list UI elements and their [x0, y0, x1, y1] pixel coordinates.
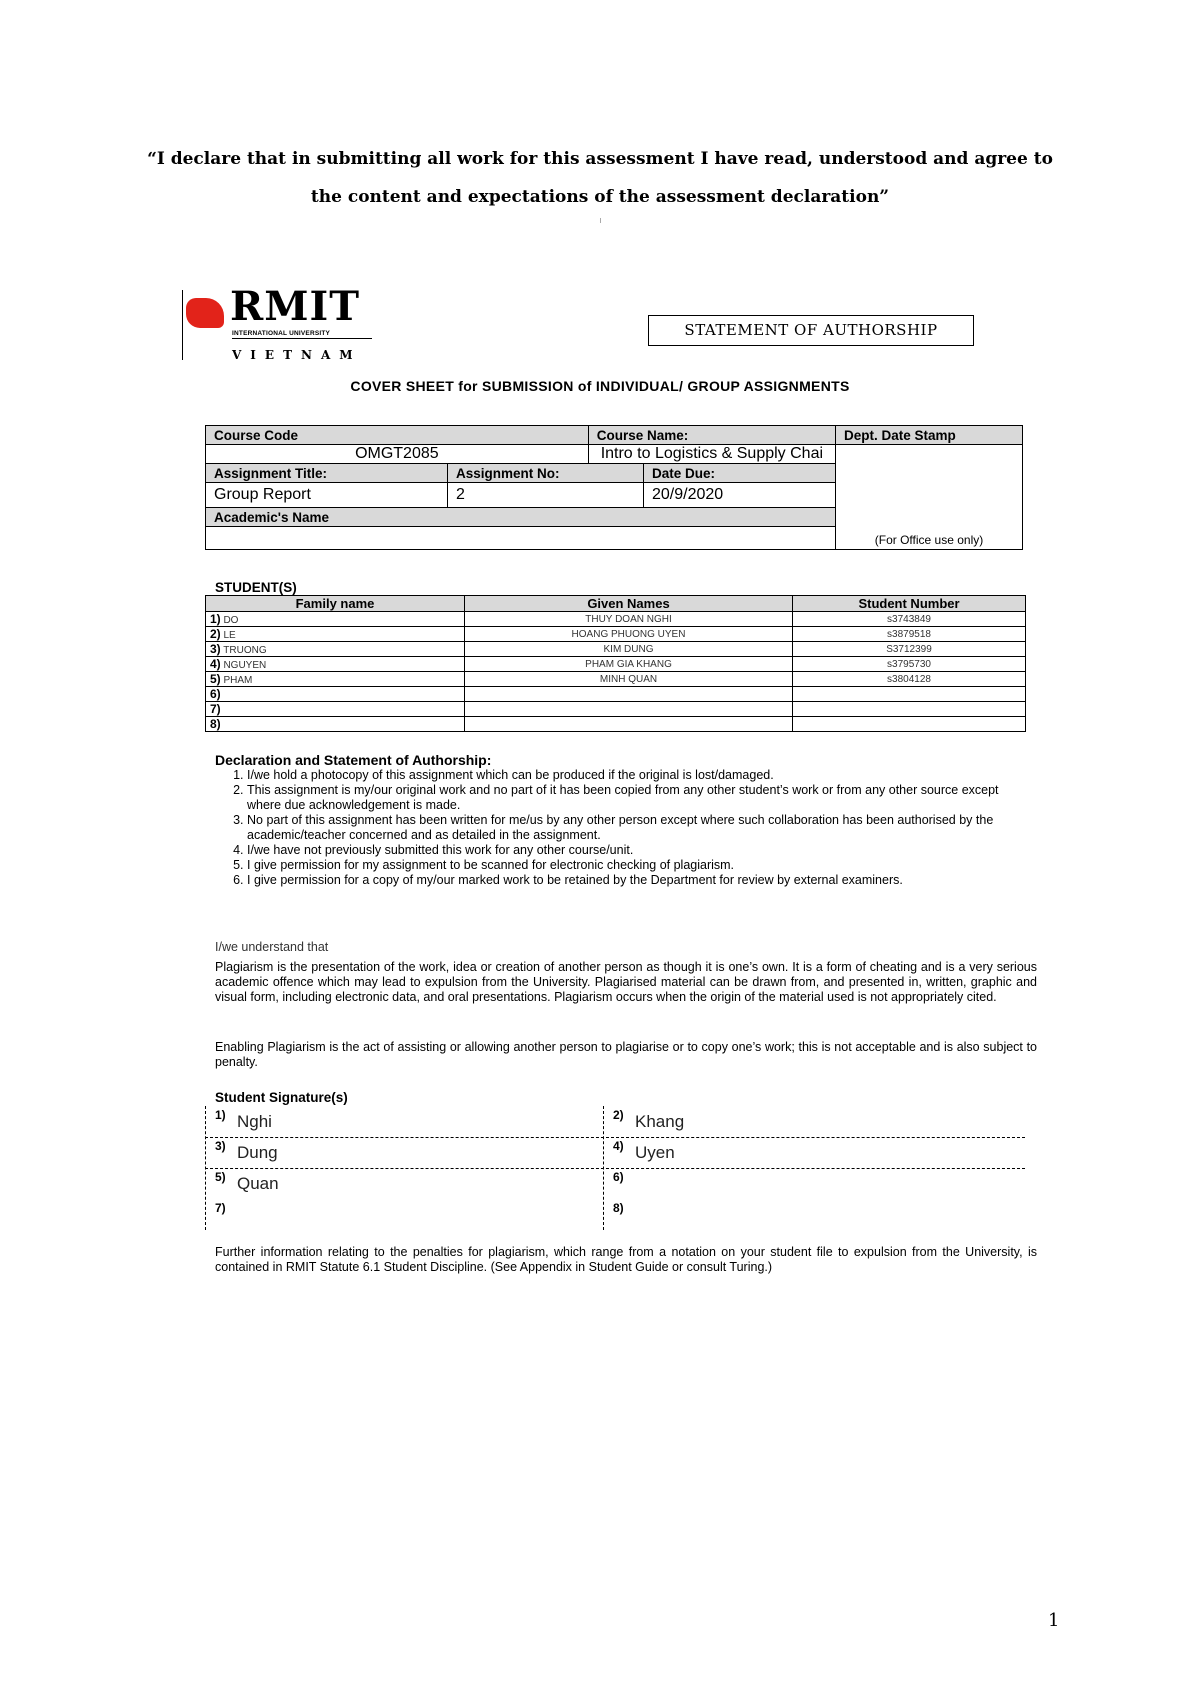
student-number	[793, 717, 1026, 732]
declaration-item: 3. No part of this assignment has been written for me/us by any other person except where such collaboration has been authorised by the academic/teacher concerned and as detailed in the assignment.	[247, 813, 1015, 843]
signature-slot	[603, 1199, 1008, 1230]
signature-name: Quan	[237, 1174, 279, 1193]
student-number: s3743849	[793, 612, 1026, 627]
declaration-title: Declaration and Statement of Authorship:	[215, 752, 492, 768]
assignment-title-label: Assignment Title:	[206, 464, 448, 483]
page-number: 1	[1048, 1610, 1060, 1631]
declaration-item: 1. I/we hold a photocopy of this assignment which can be produced if the original is lost/damaged.	[247, 768, 1015, 783]
declaration-item: 4. I/we have not previously submitted this work for any other course/unit.	[247, 843, 1015, 858]
given-names: HOANG PHUONG UYEN	[465, 627, 793, 642]
signature-slot	[603, 1168, 1008, 1199]
declaration-list	[215, 768, 1015, 888]
signature-number: 2)	[613, 1108, 624, 1122]
course-info-table	[205, 425, 1023, 550]
further-information-paragraph: Further information relating to the penalties for plagiarism, which range from a notation on your student file to expulsion from the University, is contained in RMIT Statute 6.1 Student Discipline. (See Appendix in Student Guide or consult Turing.)	[215, 1245, 1037, 1274]
understand-heading: I/we understand that	[215, 940, 329, 954]
signature-name: Khang	[635, 1112, 685, 1131]
logo-border	[182, 290, 183, 360]
declaration-quote	[140, 140, 1060, 216]
row-number: 4)	[210, 657, 221, 671]
students-title: STUDENT(S)	[215, 580, 297, 595]
family-name: LE	[223, 630, 236, 641]
students-table	[205, 595, 1026, 732]
declaration-item: 2. This assignment is my/our original work and no part of it has been copied from any other student’s work or from any other source except where due acknowledgement is made.	[247, 783, 1015, 813]
academic-name-value	[206, 527, 836, 550]
col-family-name: Family name	[206, 596, 465, 612]
table-row	[206, 687, 1026, 702]
statement-of-authorship-label: STATEMENT OF AUTHORSHIP	[648, 315, 974, 346]
col-student-number: Student Number	[793, 596, 1026, 612]
quote-line-2: the content and expectations of the assessment declaration”	[310, 187, 890, 207]
course-code-label: Course Code	[206, 426, 589, 445]
signature-name: Uyen	[635, 1143, 675, 1162]
given-names: THUY DOAN NGHI	[465, 612, 793, 627]
table-row	[206, 612, 1026, 627]
signature-slot	[603, 1137, 1008, 1168]
logo-country: VIETNAM	[232, 348, 362, 362]
signature-slot	[205, 1168, 610, 1199]
signature-slot	[603, 1106, 1008, 1137]
student-number	[793, 687, 1026, 702]
quote-line-1: “I declare that in submitting all work for this assessment I have read, understood and agree to	[147, 149, 1053, 169]
table-row	[206, 642, 1026, 657]
family-name: PHAM	[223, 675, 253, 686]
signatures-grid	[205, 1106, 1025, 1230]
cover-sheet-title: COVER SHEET for SUBMISSION of INDIVIDUAL/ GROUP ASSIGNMENTS	[350, 378, 850, 394]
assignment-no-value: 2	[448, 483, 644, 508]
date-due-label: Date Due:	[644, 464, 836, 483]
signature-name: Dung	[237, 1143, 278, 1162]
declaration-item: 6. I give permission for a copy of my/our marked work to be retained by the Department for review by external examiners.	[247, 873, 1015, 888]
signature-slot	[205, 1199, 610, 1230]
row-number: 8)	[210, 717, 221, 731]
signature-number: 1)	[215, 1108, 226, 1122]
rmit-logo-mark-icon	[186, 298, 224, 328]
student-number: s3804128	[793, 672, 1026, 687]
row-number: 6)	[210, 687, 221, 701]
enabling-plagiarism-paragraph: Enabling Plagiarism is the act of assisting or allowing another person to plagiarise or to copy one’s work; this is not acceptable and is also subject to penalty.	[215, 1040, 1037, 1069]
signature-number: 4)	[613, 1139, 624, 1153]
student-number: s3879518	[793, 627, 1026, 642]
logo-rule	[232, 338, 372, 339]
signature-number: 5)	[215, 1170, 226, 1184]
family-name: NGUYEN	[223, 660, 267, 671]
table-row	[206, 717, 1026, 732]
given-names	[465, 702, 793, 717]
student-number: s3795730	[793, 657, 1026, 672]
given-names: MINH QUAN	[465, 672, 793, 687]
signature-number: 6)	[613, 1170, 624, 1184]
row-number: 3)	[210, 642, 221, 656]
assignment-no-label: Assignment No:	[448, 464, 644, 483]
family-name: TRUONG	[223, 645, 267, 656]
signature-number: 8)	[613, 1201, 624, 1215]
given-names: PHAM GIA KHANG	[465, 657, 793, 672]
dept-date-stamp-label: Dept. Date Stamp	[836, 426, 1023, 445]
signature-number: 3)	[215, 1139, 226, 1153]
family-name: DO	[223, 615, 239, 626]
logo-wordmark: RMIT	[230, 283, 360, 330]
signature-number: 7)	[215, 1201, 226, 1215]
given-names	[465, 687, 793, 702]
course-name-value: Intro to Logistics & Supply Chai	[588, 445, 835, 464]
logo-subtitle: INTERNATIONAL UNIVERSITY	[232, 330, 331, 337]
given-names: KIM DUNG	[465, 642, 793, 657]
table-row	[206, 672, 1026, 687]
row-number: 1)	[210, 612, 221, 626]
signatures-title: Student Signature(s)	[215, 1090, 348, 1105]
date-due-value: 20/9/2020	[644, 483, 836, 508]
academic-name-label: Academic's Name	[206, 508, 836, 527]
assignment-title-value: Group Report	[206, 483, 448, 508]
row-number: 7)	[210, 702, 221, 716]
student-number	[793, 702, 1026, 717]
declaration-item: 5. I give permission for my assignment to be scanned for electronic checking of plagiarism.	[247, 858, 1015, 873]
signature-slot	[205, 1137, 610, 1168]
course-name-label: Course Name:	[588, 426, 835, 445]
office-use-note: (For Office use only)	[836, 445, 1023, 550]
table-row	[206, 702, 1026, 717]
signature-slot	[205, 1106, 610, 1137]
row-number: 5)	[210, 672, 221, 686]
course-code-value: OMGT2085	[206, 445, 589, 464]
table-row	[206, 627, 1026, 642]
student-number: S3712399	[793, 642, 1026, 657]
divider-tick	[600, 218, 601, 223]
signature-name: Nghi	[237, 1112, 272, 1131]
table-row	[206, 657, 1026, 672]
plagiarism-paragraph: Plagiarism is the presentation of the work, idea or creation of another person as though it is one’s own. It is a form of cheating and is a very serious academic offence which may lead to expulsion from the University. Plagiarised material can be drawn from, and presented in, written, graphic and visual form, including electronic data, and oral presentations. Plagiarism occurs when the origin of the material used is not appropriately cited.	[215, 960, 1037, 1004]
col-given-names: Given Names	[465, 596, 793, 612]
given-names	[465, 717, 793, 732]
row-number: 2)	[210, 627, 221, 641]
